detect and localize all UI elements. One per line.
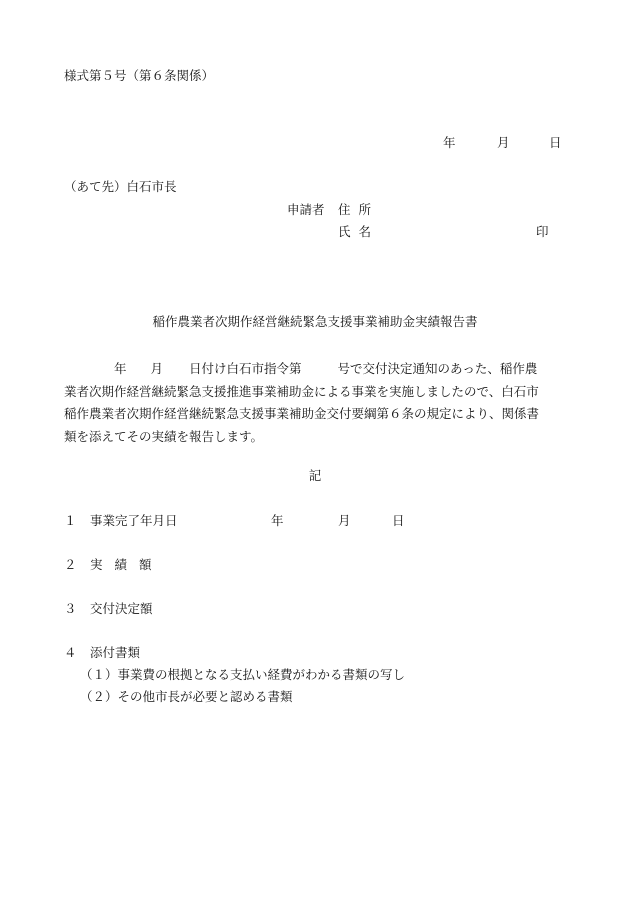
applicant-label: 申請者 (287, 202, 325, 217)
body-line-4: 類を添えてその実績を報告します。 (64, 428, 264, 444)
body-rest: 号で交付決定通知のあった、稲作農 (337, 361, 538, 376)
seal-mark: 印 (536, 224, 549, 239)
item-1-number: １ (64, 513, 77, 528)
item-3-number: ３ (64, 601, 77, 616)
body-year: 年 (114, 361, 127, 376)
item-1-day: 日 (392, 513, 405, 528)
date-month-label: 月 (497, 135, 510, 150)
body-line-3: 稲作農業者次期作経営継続緊急支援事業補助金交付要綱第６条の規定により、関係書 (64, 406, 540, 421)
form-label: 様式第５号（第６条関係） (64, 68, 215, 83)
attachment-2: （２）その他市長が必要と認める書類 (80, 689, 293, 704)
item-2-number: ２ (64, 557, 77, 572)
body-month: 月 (150, 361, 164, 376)
item-1-label: 事業完了年月日 (90, 513, 178, 528)
body-line-2: 業者次期作経営継続緊急支援推進事業補助金による事業を実施しましたので、白石市 (64, 383, 539, 399)
body-line-1 (64, 358, 564, 381)
item-3-label: 交付決定額 (90, 601, 153, 616)
attachment-1: （１）事業費の根拠となる支払い経費がわかる書類の写し (80, 667, 406, 682)
name-label: 氏名 (338, 224, 380, 239)
item-2-label: 実績額 (90, 557, 164, 572)
item-4-label: 添付書類 (90, 645, 141, 660)
document-title: 稲作農業者次期作経営継続緊急支援事業補助金実績報告書 (152, 314, 478, 329)
item-4-number: ４ (64, 645, 77, 660)
addressee: （あて先）白石市長 (64, 179, 177, 194)
body-paragraph (64, 358, 564, 448)
address-label: 住所 (338, 202, 380, 217)
body-day-part: 日付け白石市指令第 (189, 361, 302, 376)
ki-heading: 記 (308, 468, 322, 483)
date-day-label: 日 (549, 135, 562, 150)
item-1-month: 月 (338, 513, 351, 528)
item-1-year: 年 (271, 513, 284, 528)
date-year-label: 年 (443, 135, 456, 150)
